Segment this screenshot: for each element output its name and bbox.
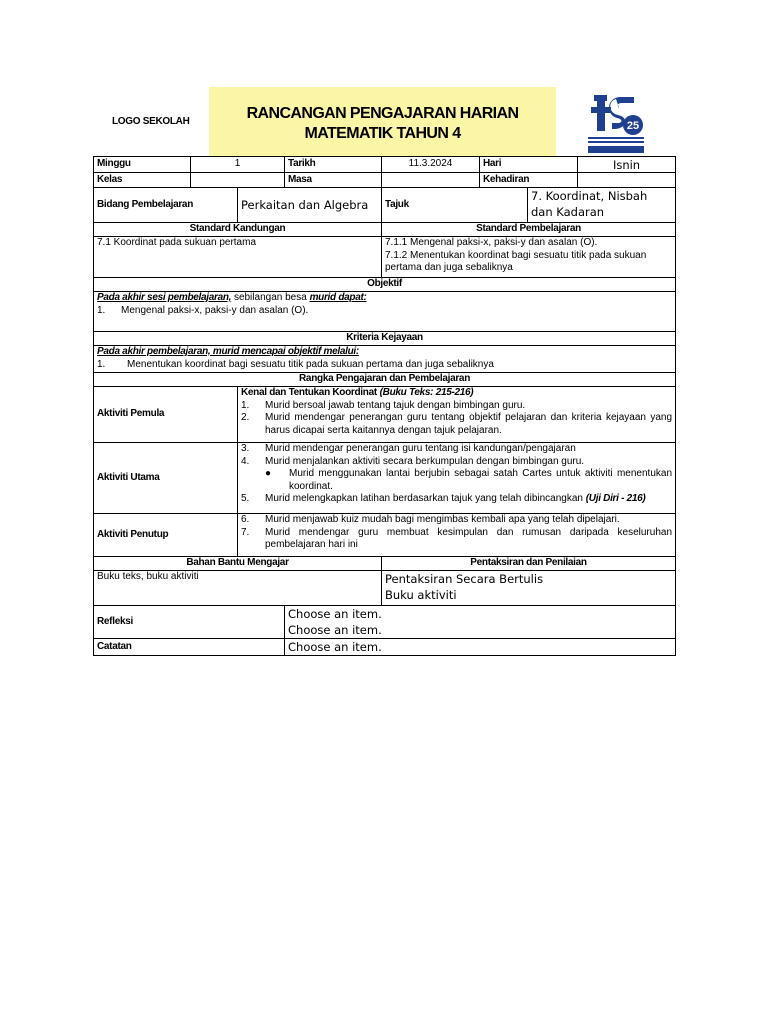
pentaksiran-header: Pentaksiran dan Penilaian [382, 557, 676, 571]
utama-bullet-item: ● Murid menggunakan lantai berjubin sebagai satah Cartes untuk aktiviti menentukan koordinat. [265, 468, 673, 492]
objektif-item-number: 1. [97, 304, 106, 316]
standard-kandungan-value: 7.1 Koordinat pada sukuan pertama [94, 237, 382, 278]
refleksi-dropdown-2[interactable]: Choose an item. [288, 623, 382, 637]
hari-label: Hari [480, 157, 578, 173]
refleksi-dropdowns [285, 606, 676, 639]
minggu-value[interactable]: 1 [191, 157, 285, 173]
pentaksiran-item-2: Buku aktiviti [385, 588, 457, 602]
rangka-header: Rangka Pengajaran dan Pembelajaran [94, 373, 676, 387]
bidang-label: Bidang Pembelajaran [94, 188, 238, 223]
objektif-header: Objektif [94, 278, 676, 292]
tajuk-value[interactable]: 7. Koordinat, Nisbah dan Kadaran [528, 188, 676, 223]
bullet-icon: ● [265, 468, 272, 479]
pentaksiran-item-1: Pentaksiran Secara Bertulis [385, 572, 544, 586]
penutup-item: 6. Murid menjawab kuiz mudah bagi mengimbas kembali apa yang telah dipelajari. [241, 514, 620, 525]
kelas-label: Kelas [94, 173, 191, 188]
kriteria-item: Menentukan koordinat bagi sesuatu titik pada sukuan pertama dan juga sebaliknya [127, 358, 494, 370]
objektif-content [94, 292, 676, 332]
kehadiran-label: Kehadiran [480, 173, 578, 188]
logo-placeholder-label: LOGO SEKOLAH [112, 116, 190, 127]
aktiviti-pemula-content [238, 387, 676, 443]
utama-item: 4. Murid menjalankan aktiviti secara berkumpulan dengan bimbingan guru. [241, 455, 585, 467]
hari-value[interactable]: Isnin [578, 157, 676, 173]
standard-kandungan-header: Standard Kandungan [94, 223, 382, 237]
utama-item: 5. Murid melengkapkan latihan berdasarkan tajuk yang telah dibincangkan (Uji Diri - 216) [241, 493, 646, 504]
minggu-label: Minggu [94, 157, 191, 173]
sp-item-2: 7.1.2 Menentukan koordinat bagi sesuatu titik pada sukuan pertama dan juga sebaliknya [385, 249, 647, 273]
refleksi-label: Refleksi [94, 606, 285, 639]
bidang-value[interactable]: Perkaitan dan Algebra [238, 188, 382, 223]
sp-item-1: 7.1.1 Mengenal paksi-x, paksi-y dan asalan (O). [385, 237, 598, 248]
objektif-intro-b: sebilangan besa [233, 292, 307, 303]
masa-label: Masa [285, 173, 382, 188]
standard-pembelajaran-header: Standard Pembelajaran [382, 223, 676, 237]
objektif-intro-a: Pada akhir sesi pembelajaran, [97, 292, 232, 303]
emblem-number: 25 [626, 120, 640, 132]
pemula-item: 2. Murid mendengar penerangan guru tentang objektif pelajaran dan kriteria kejayaan yang harus dicapai serta kaitannya dengan tajuk pelajaran. [241, 412, 673, 436]
aktiviti-utama-label: Aktiviti Utama [94, 443, 238, 514]
pemula-reference: (Buku Teks: 215-216) [379, 387, 474, 398]
catatan-dropdown[interactable]: Choose an item. [285, 639, 676, 656]
objektif-item: Mengenal paksi-x, paksi-y dan asalan (O). [121, 304, 309, 316]
kriteria-item-number: 1. [97, 358, 106, 370]
masa-value[interactable] [382, 173, 480, 188]
document-title: RANCANGAN PENGAJARAN HARIAN [246, 105, 519, 122]
utama-item: 3. Murid mendengar penerangan guru tentang isi kandungan/pengajaran [241, 443, 576, 454]
lesson-plan-table [93, 156, 676, 656]
tarikh-label: Tarikh [285, 157, 382, 173]
tajuk-label: Tajuk [382, 188, 528, 223]
aktiviti-penutup-content [238, 514, 676, 557]
standard-pembelajaran-value [382, 237, 676, 278]
ts25-logo-icon [586, 93, 646, 155]
objektif-intro-c: murid dapat: [309, 292, 367, 303]
kriteria-content [94, 346, 676, 373]
document-subtitle: MATEMATIK TAHUN 4 [304, 125, 461, 142]
pemula-heading: Kenal dan Tentukan Koordinat [241, 387, 377, 398]
tarikh-value[interactable]: 11.3.2024 [382, 157, 480, 173]
title-banner [209, 87, 556, 157]
utama-item5-reference: (Uji Diri - 216) [585, 493, 646, 504]
aktiviti-utama-content [238, 443, 676, 514]
refleksi-dropdown-1[interactable]: Choose an item. [288, 607, 382, 621]
pemula-item: 1. Murid bersoal jawab tentang tajuk dengan bimbingan guru. [241, 399, 526, 411]
catatan-label: Catatan [94, 639, 285, 656]
kehadiran-value[interactable] [578, 173, 676, 188]
penutup-item: 7. Murid mendengar guru membuat kesimpulan dan rumusan daripada keseluruhan pembelajaran hari ini [241, 526, 673, 550]
bahan-value[interactable]: Buku teks, buku aktiviti [94, 571, 382, 606]
bahan-header: Bahan Bantu Mengajar [94, 557, 382, 571]
aktiviti-penutup-label: Aktiviti Penutup [94, 514, 238, 557]
aktiviti-pemula-label: Aktiviti Pemula [94, 387, 238, 443]
kriteria-header: Kriteria Kejayaan [94, 332, 676, 346]
kelas-value[interactable] [191, 173, 285, 188]
pentaksiran-value[interactable] [382, 571, 676, 606]
kriteria-intro: Pada akhir pembelajaran, murid mencapai objektif melalui: [97, 346, 359, 357]
